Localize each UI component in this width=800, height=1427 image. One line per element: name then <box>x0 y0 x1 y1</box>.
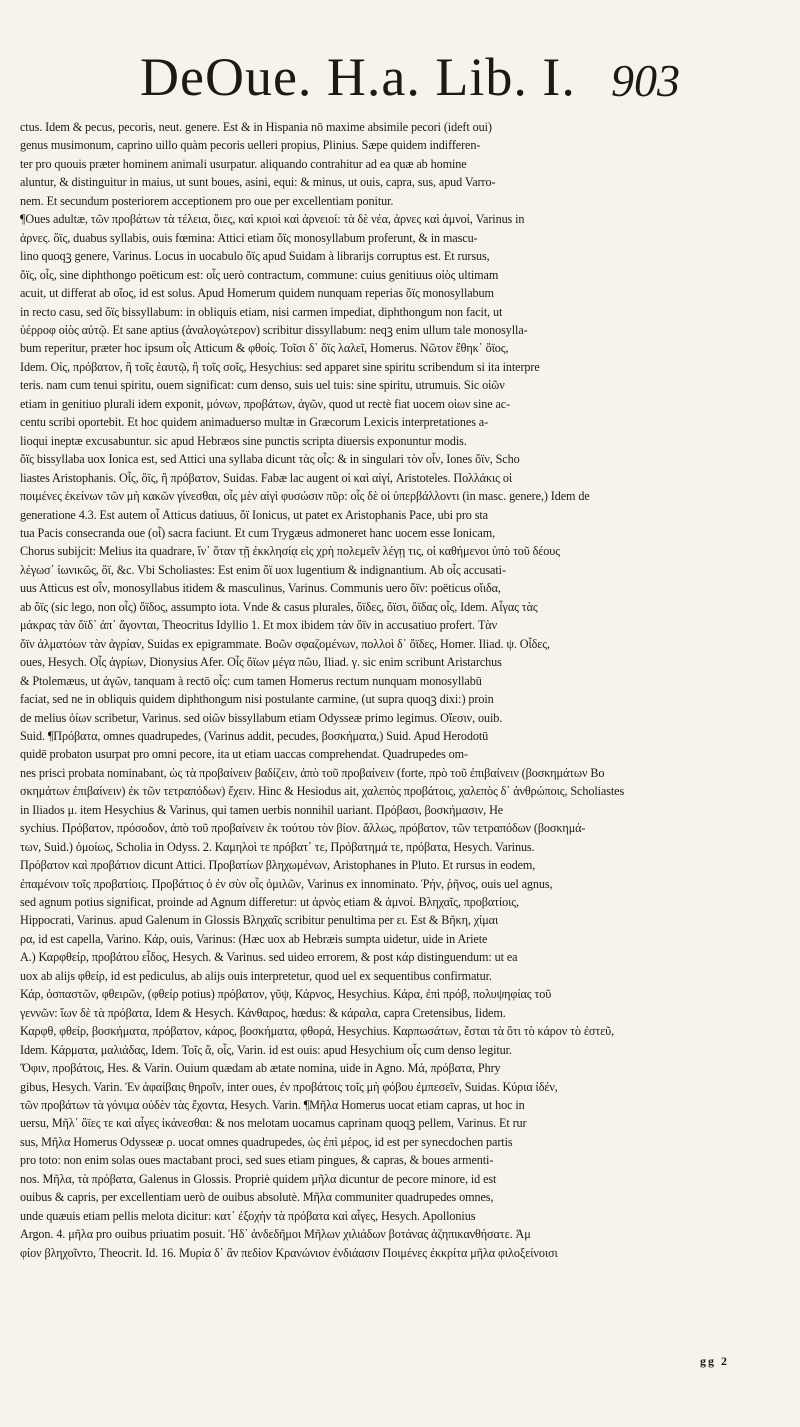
text-line: gibus, Hesych. Varin. Ἐν ἀφαίβαις θηροῖν, inter oues, ἐν προβάτοις τοῖς μὴ φόβου ἐμπεσεῖν, Suidas. Κύρια ἰδέν, <box>20 1079 558 1094</box>
text-line: bum reperitur, præter hoc ipsum οἶς Atticum & φθοίς. Τοῖσι δ᾽ ὄϊς λαλεῖ, Homerus. Νῶτον ἔθηκ᾽ ὄϊος, <box>20 341 509 356</box>
page-header <box>140 47 680 107</box>
text-line: Ὄφιν, προβάτοις, Hes. & Varin. Ouium quædam ab ætate nomina, uide in Agno. Μά, πρόβατα, Phry <box>20 1061 501 1076</box>
text-line: ὄϊς, οἶς, sine diphthongo poëticum est: οἶς uerò contractum, commune: cuius genitiuus οἰὸς ultimam <box>20 267 499 282</box>
text-line: ctus. Idem & pecus, pecoris, neut. genere. Est & in Hispania nō maxime absimile pecori (ideft oui) <box>20 120 492 134</box>
text-line: & Ptolemæus, ut ἀγῶν, tanquam à rectō οἶς: cum tamen Homerus rectum nunquam monosyllabū <box>20 673 482 688</box>
text-line: centu scribi oportebit. Et hoc quidem animaduerso multæ in Græcorum Lexicis interpretationes a- <box>20 415 489 430</box>
text-line: aluntur, & distinguitur in maius, ut sunt boues, asini, equi: & minus, ut ouis, capra, sus, apud Varro- <box>20 175 496 190</box>
text-line: sed agnum potius significat, proinde ad Agnum differetur: ut ἀρνὸς etiam & ἀμνοί. Βληχαῖς, προβατίοις, <box>20 895 519 910</box>
text-line: uus Atticus est οἶν, monosyllabus itidem & masculinus, Varinus. Communis uero ὄϊν: poëticus οἴιδα, <box>20 581 501 596</box>
text-line: etiam in genitiuo plurali idem exponit, μόνων, προβάτων, ἀγῶν, quod ut rectè fiat uocem οἰων sine ac- <box>20 396 511 411</box>
text-line: Κάρ, ὀσπαστῶν, φθειρῶν, (φθείρ potius) πρόβατον, γῦψ, Κάρνος, Hesychius. Κάρα, ἐπὶ πρόβ, πολυψηφίας τοῦ <box>20 987 552 1002</box>
text-line: λέγωσ᾽ ἰωνικῶς, ὄϊ, &c. Vbi Scholiastes: Est enim ὄϊ uox lugentium & indignantium. Ab οἶς accusati- <box>20 562 506 577</box>
running-title: DeOue. H.a. Lib. I. <box>140 47 576 107</box>
text-line: lino quoqꝫ genere, Varinus. Locus in uocabulo ὄϊς apud Suidam à librarijs corruptus est. Et rursus, <box>20 249 490 264</box>
page-number: 903 <box>611 55 680 106</box>
text-line: ab ὄϊς (sic lego, non οἶς) ὄϊδος, assumpto iota. Vnde & casus plurales, ὄϊδες, ὄϊσι, ὄϊδας οἷς, Idem. Αἶγας τὰς <box>20 599 538 614</box>
text-line: oues, Hesych. Οἶς ἀγρίων, Dionysius Afer. Οἶς ὄϊων μέγα πῶυ, Iliad. γ. sic enim scribunt Aristarchus <box>20 655 502 670</box>
text-line: uersu, Μῆλ᾽ ὄϊες τε καὶ αἶγες ἰκάνεσθαι: & nos melotam uocamus caprinam quoqꝫ pellem, Varinus. Et rur <box>20 1116 527 1131</box>
text-line: in Iliados μ. item Hesychius & Varinus, qui tamen uerbis nonnihil uariant. Πρόβασι, βοσκήμασιν, He <box>20 802 504 817</box>
text-line: ¶Oues adultæ, τῶν προβάτων τὰ τέλεια, ὄιες, καὶ κριοὶ καὶ ἀρνειοί: τὰ δὲ νέα, ἀρνες καὶ ἀμνοί, Varinus in <box>20 212 525 227</box>
text-line: φίον βληχοῖντο, Theocrit. Id. 16. Μυρία δ᾽ ἂν πεδίον Κρανώνιον ἐνδιάασιν Ποιμένες ἐκκρίτα μῆλα φιλοξείνοισι <box>20 1245 558 1260</box>
text-line: ὄϊν ἀλματόων τὰν ἀγρίαν, Suidas ex epigrammate. Βοῶν σφαζομένων, πολλοὶ δ᾽ ὄϊδες, Homer. Iliad. ψ. Οἶδες, <box>20 636 550 651</box>
text-line: Πρόβατον καὶ προβάτιον dicunt Attici. Προβατίων βληχωμένων, Aristophanes in Pluto. Et rursus in eodem, <box>20 858 536 873</box>
text-line: ποιμένες ἐκείνων τῶν μὴ κακῶν γίνεσθαι, οἷς μὲν αἰγὶ φυσώσιν πῦρ: οἷς δὲ οἱ ὑπερβάλλοντι (in masc. genere,) Idem de <box>20 489 590 504</box>
text-line: uox ab alijs φθείρ, id est pediculus, ab alijs ouis interpretetur, quod uel ex sequentibus confirmatur. <box>20 968 492 983</box>
text-line: liastes Aristophanis. Οἶς, ὄϊς, ἢ πρόβατον, Suidas. Fabæ lac augent οἱ καὶ αἰγί, Aristoteles. Πολλάκις οἱ <box>20 470 513 485</box>
text-line: tua Pacis consecranda oue (οἶ) sacra faciunt. Et cum Trygæus admoneret hanc uocem esse Ionicam, <box>20 525 496 540</box>
text-line: γεννῶν: ἴων δὲ τὰ πρόβατα, Idem & Hesych. Κάνθαρος, hœdus: & κάραλα, capra Cretensibus, Iidem. <box>20 1005 506 1020</box>
text-line: nem. Et secundum posteriorem acceptionem pro oue per excellentiam ponitur. <box>20 193 394 208</box>
text-line: lioqui ineptæ excusabuntur. sic apud Hebræos sine punctis scripta diuersis exponuntur modis. <box>20 433 467 448</box>
text-line: των, Suid.) ὁμοίως, Scholia in Odyss. 2. Καμηλοὶ τε πρόβατ᾽ τε, Πρόβατημά τε, πρόβατα, Hesych. Varinus. <box>20 839 535 854</box>
text-line: ὄϊς bissyllaba uox Ionica est, sed Attici una syllaba dicunt τὰς οἶς: & in singulari τὸν οἶν, Iones ὄϊν, Scho <box>20 452 520 467</box>
text-line: sus, Μῆλα Homerus Odysseæ ρ. uocat omnes quadrupedes, ὡς ἐπὶ μέρος, id est per synecdochen partis <box>20 1134 513 1149</box>
text-line: quidē probaton usurpat pro omni pecore, ita ut etiam uaccas comprehendat. Quadrupedes om- <box>20 747 468 762</box>
text-line: Idem. Οἰς, πρόβατον, ἢ τοῖς ἑαυτῷ, ἢ τοῖς σοῖς, Hesychius: sed apparet sine spiritu scribendum si ita interpre <box>20 359 540 374</box>
text-line: ἀρνες. ὄϊς, duabus syllabis, ouis fœmina: Attici etiam ὄϊς monosyllabum proferunt, & in mascu- <box>20 230 478 245</box>
text-line: ρα, id est capella, Varino. Κάρ, ouis, Varinus: (Hæc uox ab Hebræis sumpta uidetur, uide in Ariete <box>20 931 488 946</box>
text-line: teris. nam cum tenui spiritu, ouem significat: cum denso, suis uel tuis: sine spiritu, utrumuis. Sic οἰῶν <box>20 378 505 393</box>
text-line: nos. Μῆλα, τὰ πρόβατα, Galenus in Glossis. Propriè quidem μῆλα dicuntur de pecore minore, id est <box>20 1171 497 1186</box>
text-line: Argon. 4. μῆλα pro ouibus priuatim posuit. Ἠδ᾽ ἀνδεδῆμοι Μῆλων χιλιάδων βοτάνας ἀζηπικανθήσατε. Ἀμ <box>20 1227 531 1242</box>
text-line: faciat, sed ne in obliquis quidem diphthongum nisi postulante carmine, (ut supra quoqꝫ dixi:) proin <box>20 692 494 707</box>
text-line: Idem. Κάρματα, μαλιάδας, Idem. Τοῖς ἄ, οἶς, Varin. id est ouis: apud Hesychium οἶς cum denso legitur. <box>20 1042 512 1057</box>
text-line: ὑέρροφ οἰὸς αὐτῷ. Et sane aptius (ἀναλογώτερον) scribitur dissyllabum: neqꝫ enim ullum tale monosylla- <box>20 322 528 337</box>
text-line: pro toto: non enim solas oues mactabant proci, sed sues etiam pingues, & capras, & boues armenti- <box>20 1153 494 1168</box>
text-line: generatione 4.3. Est autem οἶ Atticus datiuus, ὄϊ Ionicus, ut patet ex Aristophanis Pace, ubi pro sta <box>20 507 488 522</box>
text-line: genus musimonum, caprino uillo quàm pecoris uelleri propius, Plinius. Sæpe quidem indifferen- <box>20 138 481 153</box>
text-line: ouibus & capris, per excellentiam uerò de ouibus absolutè. Μῆλα communiter quadrupedes omnes, <box>20 1190 494 1205</box>
text-line: ἐπαμένοιν τοῖς προβατίοις. Προβάτιος ὁ ἐν σὺν οἷς ὁμιλῶν, Varinus ex innominato. Ῥήν, ῥῆνος, ouis uel agnus, <box>20 876 553 891</box>
text-line: μάκρας τὰν ὄϊδ᾽ ἀπ᾽ ἄγονται, Theocritus Idyllio 1. Et mox ibidem τὰν ὄϊν in accusatiuo profert. Τὰν <box>20 618 497 633</box>
text-line: Hippocrati, Varinus. apud Galenum in Glossis Βληχαῖς scribitur penultima per ει. Est & Βῆκη, χίμαι <box>20 913 499 928</box>
text-line: de melius ὀίων scribetur, Varinus. sed οἰῶν bissyllabum etiam Odysseæ primo legimus. Οἴεσιν, ouib. <box>20 710 503 725</box>
text-line: Καρφθ, φθείρ, βοσκήματα, πρόβατον, κάρος, βοσκήματα, φθορά, Hesychius. Καρπωσάτων, ἔσται τὰ ὅτι τὸ κάρον τὸ ἐστεῦ, <box>20 1024 615 1039</box>
text-line: unde quæuis etiam pellis melota dicitur: κατ᾽ ἐξοχὴν τὰ πρόβατα καὶ αἶγες, Hesych. Apollonius <box>20 1208 476 1223</box>
text-line: τῶν προβάτων τὰ γόνιμα οὐδὲν τὰς ἔχοντα, Hesych. Varin. ¶Μῆλα Homerus uocat etiam capras, ut hoc in <box>20 1098 525 1113</box>
text-line: in recto casu, sed ὄϊς bissyllabum: in obliquis etiam, nisi carmen impediat, diphthongum non facit, ut <box>20 304 503 319</box>
text-line: sychius. Πρόβατον, πρόσοδον, ἀπὸ τοῦ προβαίνειν ἐκ τούτου τὸν βίον. ἄλλως, πρόβατον, τῶν τετραπόδων (βοσκημά- <box>20 821 586 836</box>
text-line: acuit, ut differat ab οἴος, id est solus. Apud Homerum quidem nunquam reperias ὄϊς monosyllabum <box>20 286 494 301</box>
signature-mark: gg 2 <box>700 1354 729 1368</box>
body-text <box>20 118 775 1262</box>
text-line: Chorus subijcit: Melius ita quadrare, ἵν᾽ ὅταν τῇ ἐκκλησίᾳ εἰς χρὴ πολεμεῖν λέγῃ τις, οἱ καθήμενοι ὑπὸ τοῦ δέους <box>20 544 560 559</box>
text-line: ter pro quouis præter hominem animali usurpatur. aliquando contrahitur ad ea quæ ab homine <box>20 156 467 171</box>
text-line: σκημάτων ἐπιβαίνειν) ἐκ τῶν τετραπόδων) ἔχειν. Hinc & Hesiodus ait, χαλεπὸς προβάτοις, χαλεπὸς δ᾽ ἀνθρώποις, Scholiastes <box>20 784 625 799</box>
text-line: nes prisci probata nominabant, ὡς τὰ προβαίνειν βαδίζειν, ἀπὸ τοῦ προβαίνειν (forte, πρὸ τοῦ ἐπιβαίνειν (βοσκημάτων Βο <box>20 765 605 780</box>
text-line: A.) Καρφθείρ, προβάτου εἶδος, Hesych. & Varinus. sed uideo errorem, & post κάρ distinguendum: ut ea <box>20 950 518 965</box>
text-line: Suid. ¶Πρόβατα, omnes quadrupedes, (Varinus addit, pecudes, βοσκήματα,) Suid. Apud Herodotū <box>20 728 489 743</box>
